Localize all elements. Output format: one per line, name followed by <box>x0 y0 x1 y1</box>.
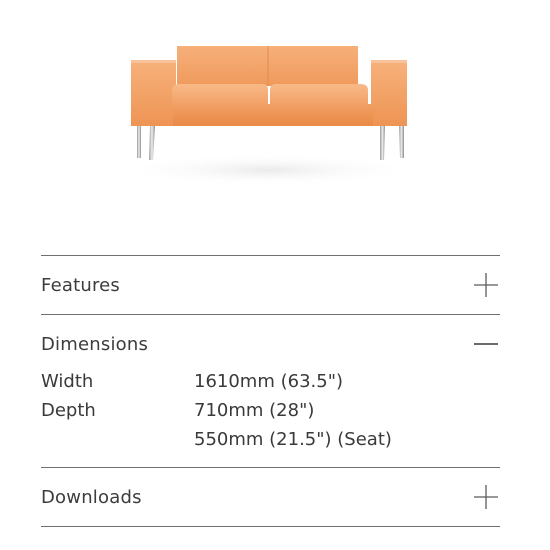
downloads-title: Downloads <box>41 486 142 508</box>
features-section-header[interactable] <box>41 256 500 314</box>
dimension-label: Depth <box>41 400 96 421</box>
divider <box>41 526 500 527</box>
sofa-icon <box>0 0 550 220</box>
plus-icon[interactable] <box>472 271 500 299</box>
dimension-label: Width <box>41 371 94 392</box>
plus-icon[interactable] <box>472 483 500 511</box>
product-accordion <box>41 255 500 527</box>
dimensions-title: Dimensions <box>41 333 149 355</box>
dimension-value: 1610mm (63.5") <box>194 371 344 392</box>
downloads-section-header[interactable] <box>41 468 500 526</box>
features-title: Features <box>41 274 120 296</box>
dimensions-section-header[interactable] <box>41 315 500 373</box>
minus-icon[interactable] <box>472 330 500 358</box>
dimensions-table <box>41 371 500 467</box>
product-image <box>0 0 550 220</box>
dimension-label <box>41 429 194 451</box>
dimension-value: 710mm (28") <box>194 400 315 421</box>
dimension-value: 550mm (21.5") (Seat) <box>194 429 392 450</box>
